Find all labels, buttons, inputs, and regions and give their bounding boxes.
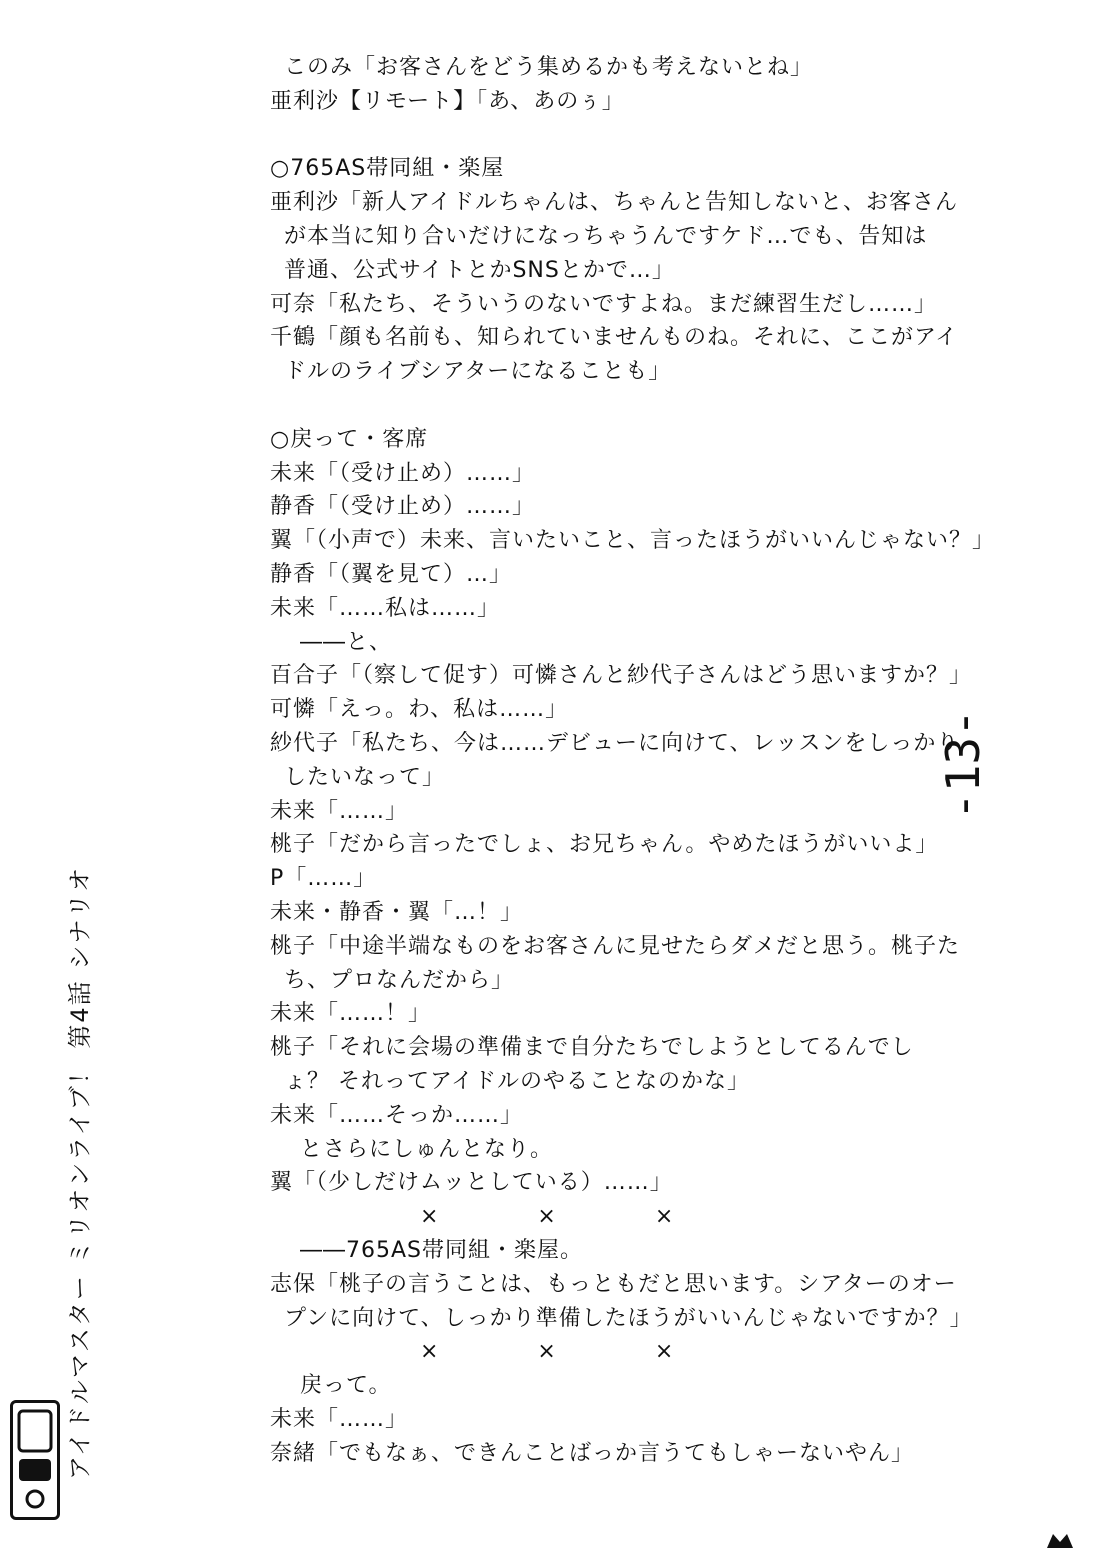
script-line: 奈緒「でもなぁ、できんことばっか言うてもしゃーないやん」 [270, 1440, 915, 1466]
script-line: 志保「桃子の言うことは、もっともだと思います。シアターのオー [270, 1271, 957, 1297]
script-line: 静香「（受け止め）……」 [270, 494, 536, 520]
script-line: したいなって」 [284, 764, 446, 790]
corner-mark-icon [1045, 1530, 1075, 1550]
script-line [270, 393, 880, 419]
script-line: 亜利沙【リモート】「あ、あのぅ」 [270, 88, 625, 114]
script-line: 桃子「中途半端なものをお客さんに見せたらダメだと思う。桃子た [270, 933, 961, 959]
script-line: 紗代子「私たち、今は……デビューに向けて、レッスンをしっかり [270, 731, 960, 756]
script-line: このみ「お客さんをどう集めるかも考えないとね」 [284, 55, 814, 80]
script-line: ○戻って・客席 [270, 426, 429, 452]
script-line: 百合子「（察して促す）可憐さんと紗代子さんはどう思いますか？」 [270, 663, 973, 689]
script-line: ドルのライブシアターになることも」 [284, 359, 672, 385]
running-header: アイドルマスター ミリオンライブ！ 第4話 シナリオ [66, 865, 94, 1480]
script-line: 千鶴「顔も名前も、知られていませんものね。それに、ここがアイ [270, 325, 959, 351]
script-line: とさらにしゅんとなり。 [300, 1136, 554, 1162]
scene-break-marks: × × × [420, 1204, 675, 1230]
script-line: 静香「（翼を見て）…」 [270, 562, 513, 587]
script-line: 戻って。 [300, 1373, 392, 1399]
script-line: 可奈「私たち、そういうのないですよね。まだ練習生だし……」 [270, 291, 938, 317]
script-line: 未来「……そっか……」 [270, 1102, 524, 1128]
script-line: P「……」 [270, 866, 377, 892]
script-line: プンに向けて、しっかり準備したほうがいいんじゃないですか？」 [284, 1305, 973, 1331]
script-line: 未来・静香・翼「…！」 [270, 900, 524, 925]
script-line: ○765AS帯同組・楽屋 [270, 156, 505, 182]
script-line: 桃子「だから言ったでしょ、お兄ちゃん。やめたほうがいいよ」 [270, 832, 939, 858]
script-line: 亜利沙「新人アイドルちゃんは、ちゃんと告知しないと、お客さん [270, 190, 959, 216]
script-line: 可憐「えっ。わ、私は……」 [270, 697, 569, 723]
script-line: 翼「（少しだけムッとしている）……」 [270, 1170, 673, 1196]
script-line: 翼「（小声で）未来、言いたいこと、言ったほうがいいんじゃない？」 [270, 528, 996, 554]
script-line: ――と、 [300, 629, 393, 655]
script-line: 未来「……！」 [270, 1001, 432, 1027]
script-line: 桃子「それに会場の準備まで自分たちでしようとしてるんでし [270, 1035, 914, 1061]
page-number: -13- [936, 709, 990, 821]
script-line: 未来「（受け止め）……」 [270, 460, 536, 486]
publisher-logo [10, 1400, 60, 1520]
script-line: ――765AS帯同組・楽屋。 [300, 1238, 584, 1263]
script-line: 未来「……」 [270, 1407, 409, 1432]
script-line: ち、プロなんだから」 [284, 967, 515, 993]
script-line: ょ？ それってアイドルのやることなのかな」 [284, 1069, 751, 1094]
script-line: 未来「……私は……」 [270, 595, 501, 621]
scene-break-marks: × × × [420, 1339, 675, 1365]
script-line: 未来「……」 [270, 798, 409, 824]
logo-mark-icon [13, 1403, 57, 1517]
script-line: 普通、公式サイトとかSNSとかで…」 [284, 257, 675, 283]
script-line: が本当に知り合いだけになっちゃうんですケド…でも、告知は [284, 224, 928, 249]
script-line [270, 123, 880, 149]
